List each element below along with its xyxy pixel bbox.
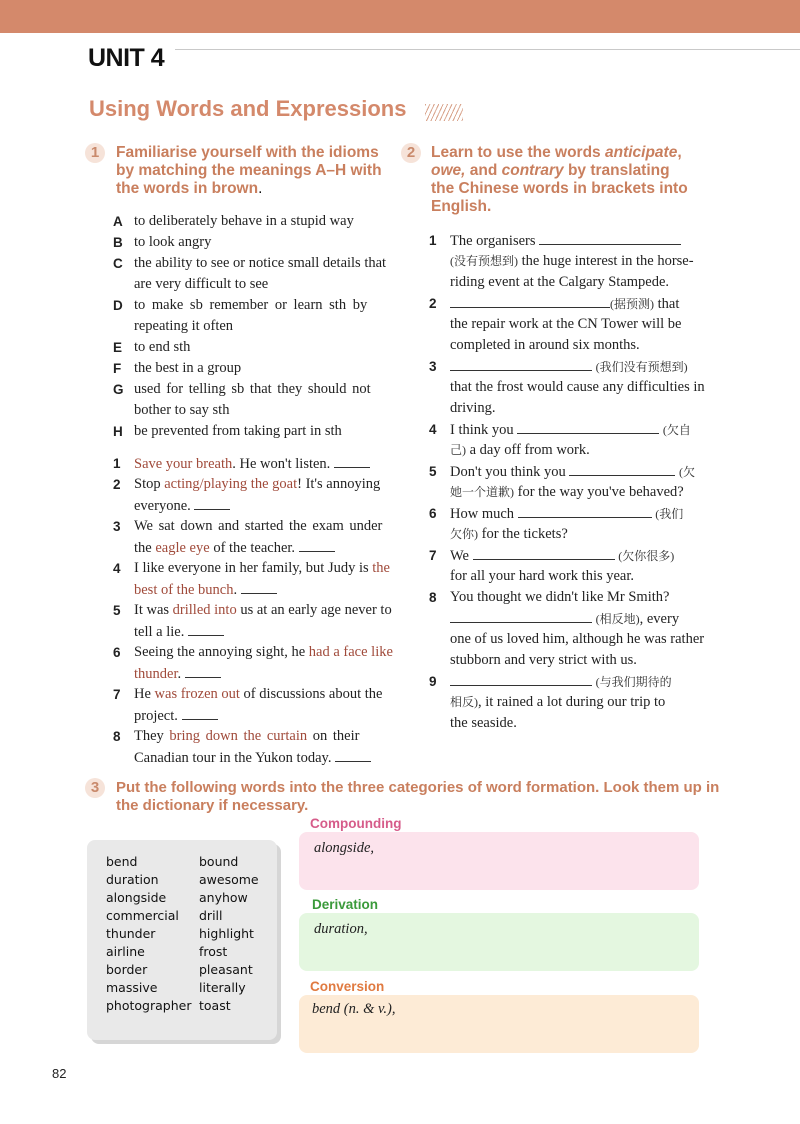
sentence-7: He was frozen out of discussions about the bbox=[134, 686, 383, 702]
sentence-6: Seeing the annoying sight, he had a face like bbox=[134, 644, 393, 660]
item-number: 4 bbox=[429, 422, 437, 437]
answer-blank[interactable] bbox=[188, 621, 224, 636]
meaning-letter: B bbox=[113, 235, 123, 250]
item-2-line3: completed in around six months. bbox=[450, 337, 640, 353]
item-5-line2: 她一个道歉) for the way you've behaved? bbox=[450, 484, 684, 500]
exercise-2-instruction: Learn to use the words anticipate, owe, and contrary by translating the Chinese words in brackets into English. bbox=[431, 144, 688, 215]
meaning-text: to look angry bbox=[134, 234, 212, 250]
answer-blank[interactable] bbox=[182, 705, 218, 720]
meaning-letter: G bbox=[113, 382, 124, 397]
translation-blank[interactable] bbox=[539, 230, 681, 245]
meaning-text: repeating it often bbox=[134, 318, 234, 334]
word: thunder bbox=[106, 926, 156, 941]
item-1: The organisers bbox=[450, 230, 681, 252]
sentence-number: 3 bbox=[113, 519, 121, 534]
meaning-letter: C bbox=[113, 256, 123, 271]
sentence-number: 1 bbox=[113, 456, 121, 471]
answer-blank[interactable] bbox=[185, 663, 221, 678]
page-number: 82 bbox=[52, 1066, 67, 1081]
translation-blank[interactable] bbox=[450, 671, 592, 686]
meaning-text: to make sb remember or learn sth by bbox=[134, 297, 368, 313]
sentence-4-line2: best of the bunch. bbox=[134, 579, 277, 601]
meaning-text: be prevented from taking part in sth bbox=[134, 423, 342, 439]
word: drill bbox=[199, 908, 223, 923]
item-number: 6 bbox=[429, 506, 437, 521]
item-3-line2: that the frost would cause any difficulties in bbox=[450, 379, 705, 395]
item-number: 3 bbox=[429, 359, 437, 374]
top-color-bar bbox=[0, 0, 800, 33]
word: duration bbox=[106, 872, 159, 887]
word: massive bbox=[106, 980, 158, 995]
item-9: (与我们期待的 bbox=[450, 671, 672, 693]
compounding-box[interactable] bbox=[299, 832, 699, 890]
unit-title: UNIT 4 bbox=[88, 44, 165, 72]
answer-blank[interactable] bbox=[299, 537, 335, 552]
sentence-1: Save your breath. He won't listen. bbox=[134, 453, 370, 475]
meaning-text: are very difficult to see bbox=[134, 276, 269, 292]
sentence-6-line2: thunder. bbox=[134, 663, 221, 685]
word: airline bbox=[106, 944, 145, 959]
hatch-decoration bbox=[425, 104, 463, 121]
word: commercial bbox=[106, 908, 179, 923]
word: alongside bbox=[106, 890, 167, 905]
unit-divider bbox=[175, 49, 800, 50]
item-9-line2: 相反), it rained a lot during our trip to bbox=[450, 694, 666, 710]
exercise-3-instruction: Put the following words into the three categories of word formation. Look them up in the dictionary if necessary. bbox=[116, 779, 720, 814]
sentence-2: Stop acting/playing the goat! It's annoying bbox=[134, 476, 381, 492]
item-8-line2: (相反地), every bbox=[450, 608, 679, 630]
item-7: We (欠你很多) bbox=[450, 545, 674, 567]
item-6: How much (我们 bbox=[450, 503, 683, 525]
item-4: I think you (欠自 bbox=[450, 419, 691, 441]
translation-blank[interactable] bbox=[473, 545, 615, 560]
sentence-8-line2: Canadian tour in the Yukon today. bbox=[134, 747, 371, 769]
item-5: Don't you think you (欠 bbox=[450, 461, 695, 483]
item-number: 8 bbox=[429, 590, 437, 605]
meaning-text: to deliberately behave in a stupid way bbox=[134, 213, 354, 229]
translation-blank[interactable] bbox=[450, 608, 592, 623]
item-number: 2 bbox=[429, 296, 437, 311]
meaning-text: to end sth bbox=[134, 339, 191, 355]
item-8: You thought we didn't like Mr Smith? bbox=[450, 589, 670, 605]
word: anyhow bbox=[199, 890, 248, 905]
meaning-letter: E bbox=[113, 340, 123, 355]
section-title: Using Words and Expressions bbox=[89, 96, 407, 121]
answer-blank[interactable] bbox=[241, 579, 277, 594]
sentence-number: 2 bbox=[113, 477, 121, 492]
translation-blank[interactable] bbox=[518, 503, 652, 518]
exercise-2-number: 2 bbox=[401, 143, 421, 163]
item-3-line3: driving. bbox=[450, 400, 496, 416]
item-number: 1 bbox=[429, 233, 437, 248]
exercise-1-number: 1 bbox=[85, 143, 105, 163]
meaning-letter: H bbox=[113, 424, 123, 439]
sentence-number: 5 bbox=[113, 603, 121, 618]
sentence-2-line2: everyone. bbox=[134, 495, 230, 517]
conversion-box[interactable] bbox=[299, 995, 699, 1053]
meaning-text: the best in a group bbox=[134, 360, 242, 376]
sentence-7-line2: project. bbox=[134, 705, 218, 727]
meaning-text: bother to say sth bbox=[134, 402, 230, 418]
sentence-number: 4 bbox=[113, 561, 121, 576]
item-number: 9 bbox=[429, 674, 437, 689]
item-2: (据预测) that bbox=[450, 293, 679, 315]
item-3: (我们没有预想到) bbox=[450, 356, 688, 378]
word: pleasant bbox=[199, 962, 253, 977]
word: bound bbox=[199, 854, 239, 869]
meaning-letter: D bbox=[113, 298, 123, 313]
sentence-3: We sat down and started the exam under bbox=[134, 518, 383, 534]
word: awesome bbox=[199, 872, 259, 887]
conversion-title: Conversion bbox=[310, 979, 385, 994]
word: border bbox=[106, 962, 148, 977]
item-2-line2: the repair work at the CN Tower will be bbox=[450, 316, 682, 332]
sentence-8: They bring down the curtain on their bbox=[134, 728, 360, 744]
item-7-line2: for all your hard work this year. bbox=[450, 568, 635, 584]
exercise-3-number: 3 bbox=[85, 778, 105, 798]
exercise-1-instruction: Familiarise yourself with the idioms by matching the meanings A–H with the words in brown. bbox=[116, 144, 382, 197]
word: literally bbox=[199, 980, 246, 995]
translation-blank[interactable] bbox=[450, 356, 592, 371]
word: bend bbox=[106, 854, 138, 869]
answer-blank[interactable] bbox=[335, 747, 371, 762]
sentence-5-line2: tell a lie. bbox=[134, 621, 224, 643]
sentence-4: I like everyone in her family, but Judy is the bbox=[134, 560, 390, 576]
compounding-title: Compounding bbox=[310, 816, 402, 831]
item-6-line2: 欠你) for the tickets? bbox=[450, 526, 568, 542]
item-9-line3: the seaside. bbox=[450, 715, 517, 731]
translation-blank[interactable] bbox=[569, 461, 675, 476]
item-1-line3: riding event at the Calgary Stampede. bbox=[450, 274, 670, 290]
sentence-number: 8 bbox=[113, 729, 121, 744]
word-bank bbox=[87, 840, 277, 1040]
derivation-example: duration, bbox=[314, 921, 368, 937]
meaning-text: used for telling sb that they should not bbox=[134, 381, 371, 397]
derivation-title: Derivation bbox=[312, 897, 379, 912]
word: photographer bbox=[106, 998, 192, 1013]
sentence-number: 6 bbox=[113, 645, 121, 660]
derivation-box[interactable] bbox=[299, 913, 699, 971]
meaning-letter: A bbox=[113, 214, 123, 229]
compounding-example: alongside, bbox=[314, 840, 375, 856]
item-8-line3: one of us loved him, although he was rather bbox=[450, 631, 705, 647]
sentence-3-line2: the eagle eye of the teacher. bbox=[134, 537, 335, 559]
item-number: 7 bbox=[429, 548, 437, 563]
item-4-line2: 己) a day off from work. bbox=[450, 442, 590, 458]
item-8-line4: stubborn and very strict with us. bbox=[450, 652, 637, 668]
item-1-line2: (没有预想到) the huge interest in the horse- bbox=[450, 253, 694, 269]
word: toast bbox=[199, 998, 231, 1013]
meaning-text: the ability to see or notice small details that bbox=[134, 255, 387, 271]
conversion-example: bend (n. & v.), bbox=[312, 1001, 396, 1017]
translation-blank[interactable] bbox=[450, 293, 610, 308]
answer-blank[interactable] bbox=[334, 453, 370, 468]
sentence-5: It was drilled into us at an early age never to bbox=[134, 602, 392, 618]
item-number: 5 bbox=[429, 464, 437, 479]
word: highlight bbox=[199, 926, 254, 941]
meaning-letter: F bbox=[113, 361, 122, 376]
word: frost bbox=[199, 944, 228, 959]
translation-blank[interactable] bbox=[517, 419, 659, 434]
sentence-number: 7 bbox=[113, 687, 121, 702]
answer-blank[interactable] bbox=[194, 495, 230, 510]
